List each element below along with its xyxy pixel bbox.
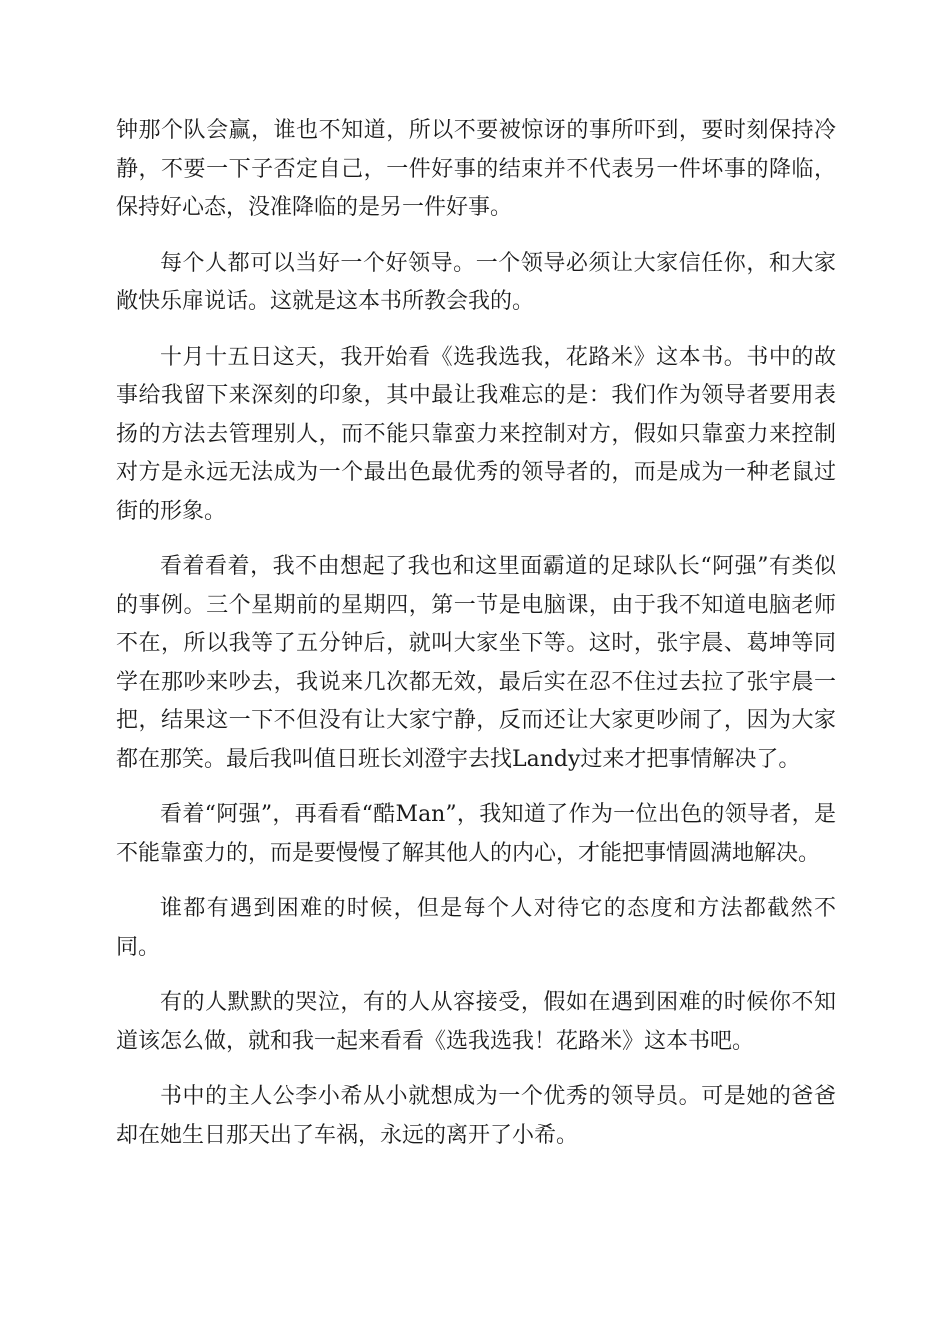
- paragraph-7: 有的人默默的哭泣，有的人从容接受，假如在遇到困难的时候你不知道该怎么做，就和我一起来看看《选我选我！花路米》这本书吧。: [116, 990, 836, 1054]
- paragraph-8: 书中的主人公李小希从小就想成为一个优秀的领导员。可是她的爸爸却在她生日那天出了车祸，永远的离开了小希。: [116, 1084, 836, 1148]
- paragraph-3: 十月十五日这天，我开始看《选我选我，花路米》这本书。书中的故事给我留下来深刻的印象，其中最让我难忘的是：我们作为领导者要用表扬的方法去管理别人，而不能只靠蛮力来控制对方，假如只靠蛮力来控制对方是永远无法成为一个最出色最优秀的领导者的，而是成为一种老鼠过街的形象。: [116, 344, 836, 524]
- document-body: [116, 112, 836, 1172]
- paragraph-2: 每个人都可以当好一个好领导。一个领导必须让大家信任你，和大家敞快乐扉说话。这就是这本书所教会我的。: [116, 250, 836, 314]
- paragraph-4: 看着看着，我不由想起了我也和这里面霸道的足球队长“阿强”有类似的事例。三个星期前的星期四，第一节是电脑课，由于我不知道电脑老师不在，所以我等了五分钟后，就叫大家坐下等。这时，张宇晨、葛坤等同学在那吵来吵去，我说来几次都无效，最后实在忍不住过去拉了张宇晨一把，结果这一下不但没有让大家宁静，反而还让大家更吵闹了，因为大家都在那笑。最后我叫值日班长刘澄宇去找Landy过来才把事情解决了。: [116, 554, 836, 772]
- paragraph-6: 谁都有遇到困难的时候，但是每个人对待它的态度和方法都截然不同。: [116, 896, 836, 960]
- paragraph-1: 钟那个队会赢，谁也不知道，所以不要被惊讶的事所吓到，要时刻保持冷静，不要一下子否定自己，一件好事的结束并不代表另一件坏事的降临，保持好心态，没准降临的是另一件好事。: [116, 118, 836, 220]
- paragraph-5: 看着“阿强”，再看看“酷Man”，我知道了作为一位出色的领导者，是不能靠蛮力的，而是要慢慢了解其他人的内心，才能把事情圆满地解决。: [116, 802, 836, 866]
